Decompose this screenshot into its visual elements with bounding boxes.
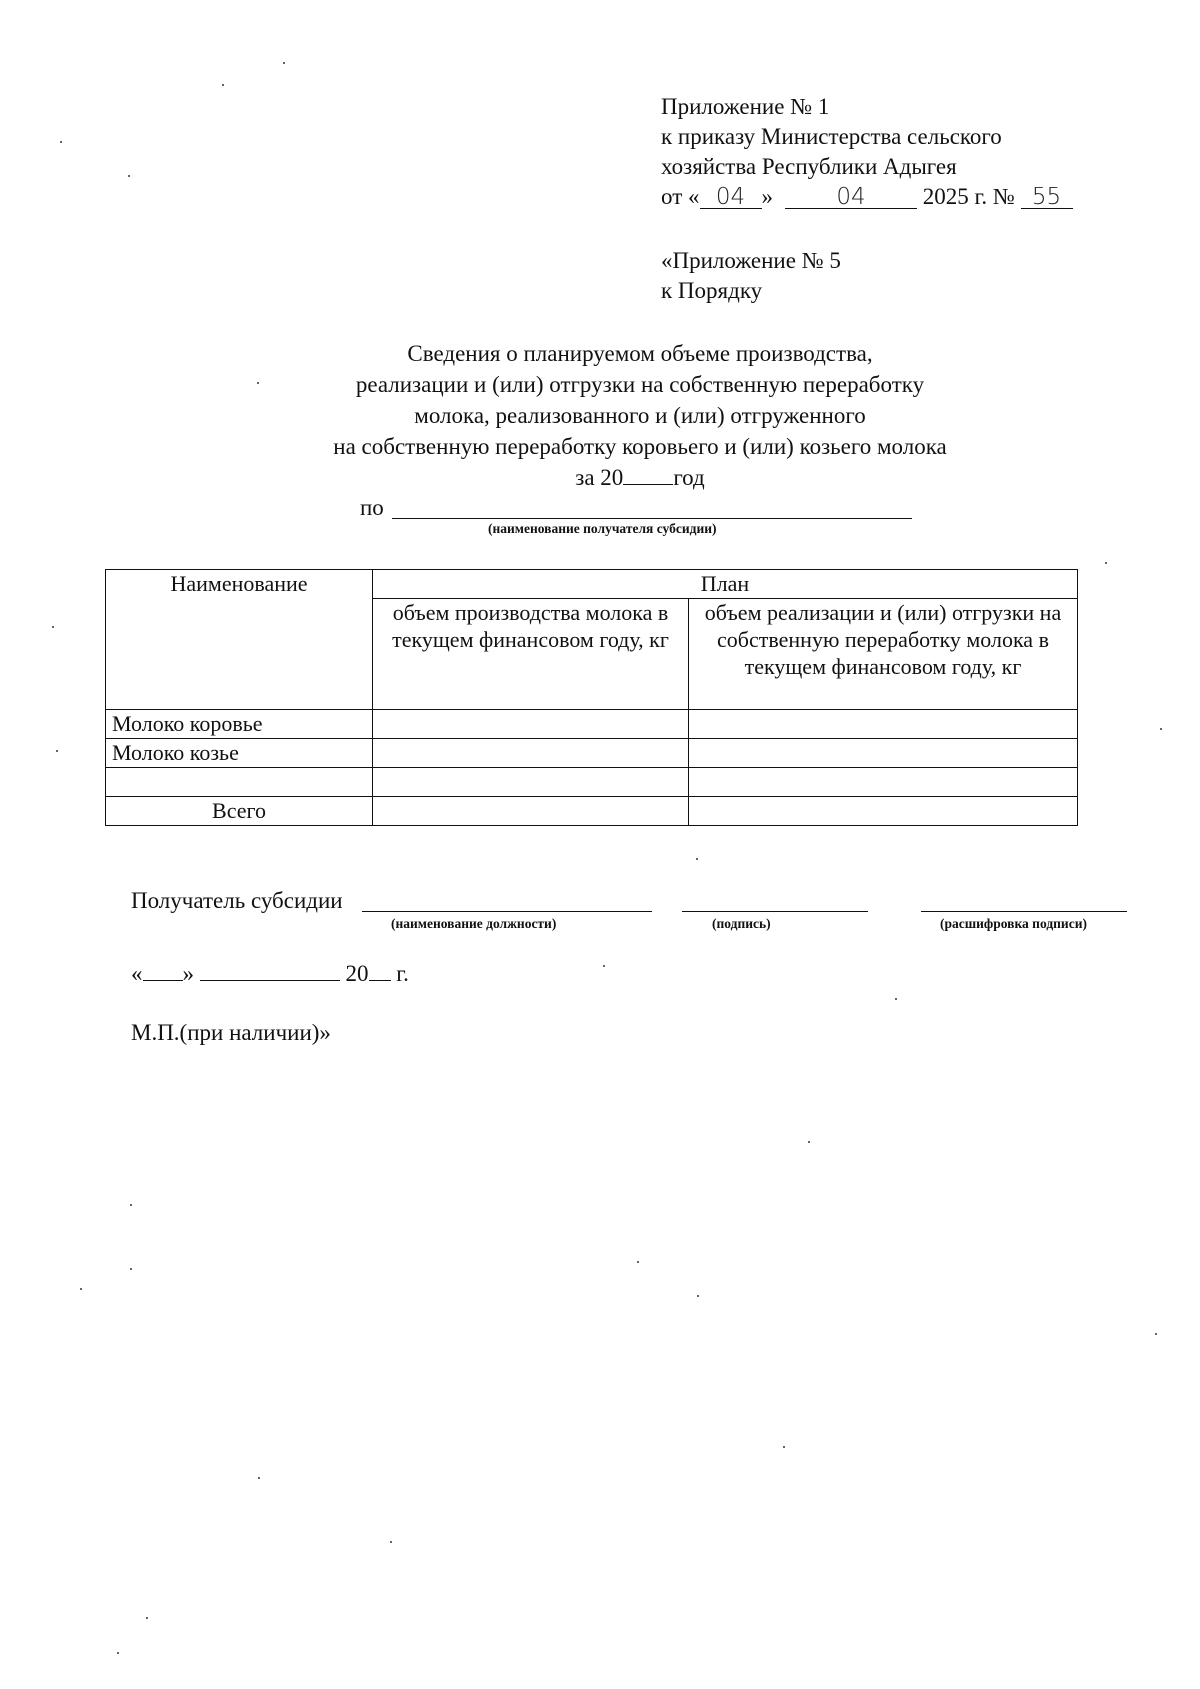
scan-speck — [808, 1141, 810, 1143]
stamp-place: М.П.(при наличии)» — [131, 1020, 331, 1045]
scan-speck — [637, 1261, 639, 1263]
date-open-quote: « — [131, 961, 143, 986]
decoding-line — [921, 911, 1127, 912]
appendix-line-2: к Порядку — [661, 278, 763, 303]
scan-speck — [1160, 728, 1162, 730]
cell-production-value — [373, 768, 689, 797]
order-header — [661, 92, 1073, 212]
signature-line — [682, 911, 868, 912]
title-line-4: на собственную переработку коровьего и (или) козьего молока — [333, 434, 947, 459]
table-row — [106, 710, 1078, 739]
row-label-empty — [106, 768, 373, 797]
scan-speck — [1155, 1333, 1157, 1335]
appendix-line-1: «Приложение № 5 — [661, 248, 841, 273]
plan-table — [105, 569, 1078, 826]
header-line-2: к приказу Министерства сельского — [661, 124, 1002, 149]
scan-speck — [146, 1617, 148, 1619]
year-blank — [623, 464, 673, 485]
document-title — [160, 338, 1120, 493]
cell-production-total — [373, 797, 689, 826]
row-label-cow-milk: Молоко коровье — [106, 710, 373, 739]
scan-speck — [895, 998, 897, 1000]
row-label-total: Всего — [106, 797, 373, 826]
date-prefix: от « — [661, 184, 700, 209]
date-mid: » — [761, 184, 773, 209]
scan-speck — [52, 626, 54, 628]
date-year-suffix: г. — [396, 961, 409, 986]
scan-speck — [222, 84, 224, 86]
scan-speck — [696, 858, 698, 860]
date-year-prefix: 20 — [345, 961, 369, 986]
table-row — [106, 739, 1078, 768]
year-prefix: за 20 — [575, 465, 624, 490]
table-row — [106, 797, 1078, 826]
month-blank — [200, 960, 340, 981]
table-row — [106, 768, 1078, 797]
cell-sales-total — [689, 797, 1078, 826]
year-blank-short — [369, 960, 391, 981]
cell-sales-value — [689, 710, 1078, 739]
title-year-line — [160, 462, 1120, 493]
header-name-cell: Наименование — [106, 570, 373, 710]
row-label-goat-milk: Молоко козье — [106, 739, 373, 768]
scan-speck — [258, 1477, 260, 1479]
signature-label: Получатель субсидии — [131, 888, 343, 913]
scan-speck — [783, 1446, 785, 1448]
scan-speck — [117, 1652, 119, 1654]
recipient-blank-line — [392, 518, 912, 519]
scan-speck — [80, 1288, 82, 1290]
scan-speck — [603, 965, 605, 967]
handwritten-number: 55 — [1021, 186, 1073, 209]
year-suffix: год — [673, 465, 705, 490]
handwritten-month: 04 — [785, 186, 917, 209]
header-sales-cell: объем реализации и (или) отгрузки на собственную переработку молока в текущем финансовом году, кг — [689, 599, 1078, 710]
title-line-2: реализации и (или) отгрузки на собственную переработку — [355, 372, 925, 397]
cell-production-value — [373, 739, 689, 768]
recipient-caption: (наименование получателя субсидии) — [488, 521, 717, 536]
recipient-line — [360, 495, 384, 521]
scan-speck — [60, 141, 62, 143]
scan-speck — [130, 1268, 132, 1270]
header-plan-cell: План — [373, 570, 1078, 599]
scan-speck — [128, 175, 130, 177]
signature-caption: (подпись) — [712, 916, 771, 931]
scan-speck — [56, 750, 58, 752]
appendix-reference — [661, 246, 841, 306]
handwritten-day: 04 — [700, 186, 762, 209]
recipient-prefix: по — [360, 495, 384, 520]
position-caption: (наименование должности) — [391, 916, 557, 931]
scan-speck — [283, 62, 285, 64]
cell-sales-value — [689, 739, 1078, 768]
day-blank — [143, 960, 183, 981]
scan-speck — [257, 382, 259, 384]
header-line-3: хозяйства Республики Адыгея — [661, 154, 957, 179]
title-line-3: молока, реализованного и (или) отгруженного — [414, 403, 866, 428]
title-line-1: Сведения о планируемом объеме производства, — [407, 341, 873, 366]
cell-sales-value — [689, 768, 1078, 797]
scan-speck — [390, 1541, 392, 1543]
signature-date — [131, 960, 409, 987]
cell-production-value — [373, 710, 689, 739]
date-close-quote: » — [182, 961, 194, 986]
position-line — [362, 911, 652, 912]
header-production-cell: объем производства молока в текущем финансовом году, кг — [373, 599, 689, 710]
year-text: 2025 г. № — [922, 184, 1015, 209]
scan-speck — [1105, 562, 1107, 564]
decoding-caption: (расшифровка подписи) — [940, 916, 1087, 931]
header-date-line — [661, 182, 1073, 212]
header-line-1: Приложение № 1 — [661, 94, 830, 119]
scan-speck — [130, 1204, 132, 1206]
scan-speck — [697, 1295, 699, 1297]
